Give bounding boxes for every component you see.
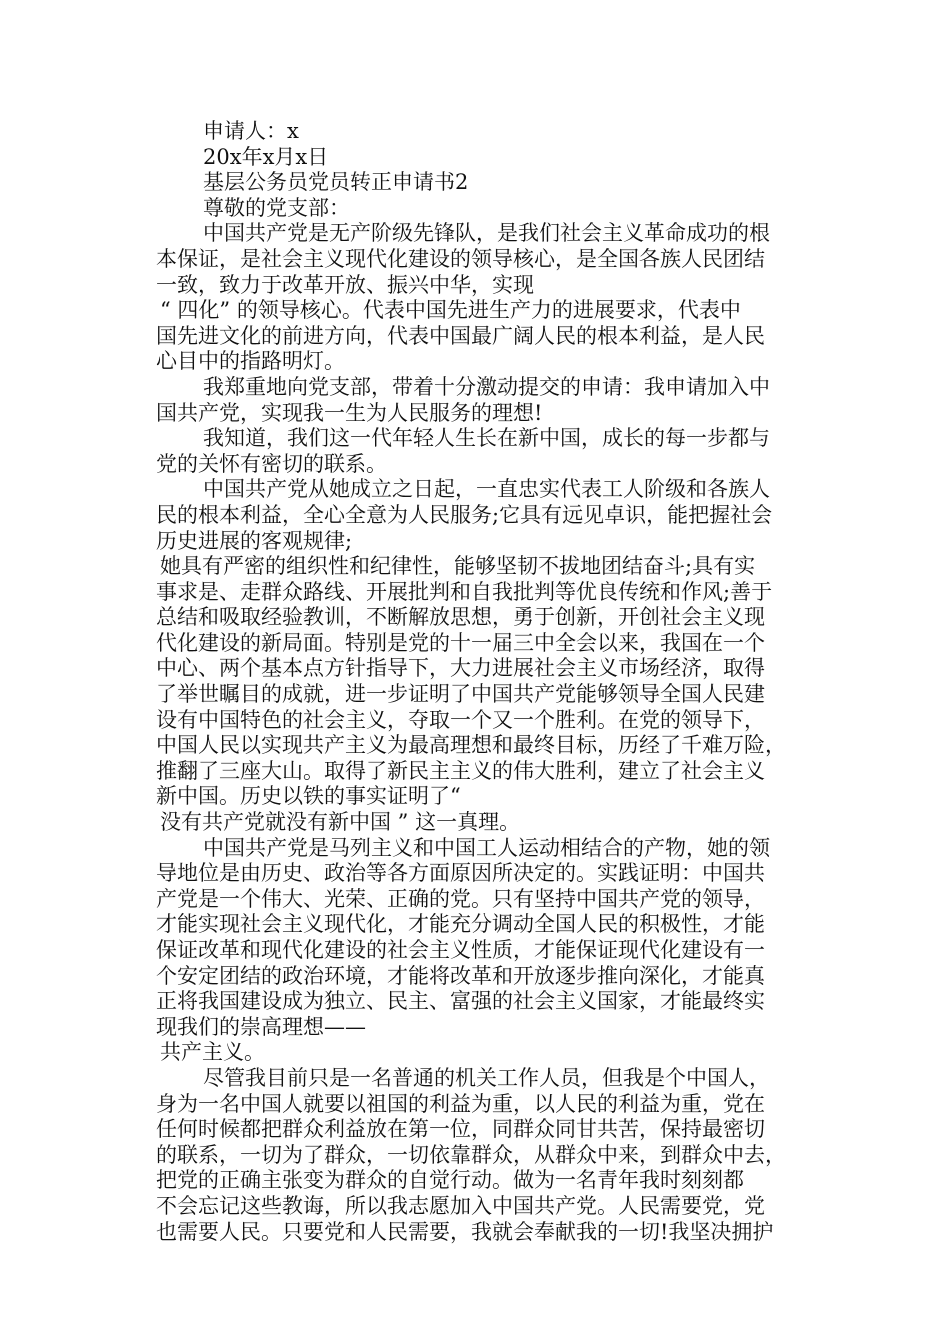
text-line: 国先进文化的前进方向，代表中国最广阔人民的根本利益，是人民 [156,323,765,348]
text-line: 新中国。历史以铁的事实证明了“ [156,784,461,809]
text-line: 正将我国建设成为独立、民主、富强的社会主义国家，才能最终实 [156,989,765,1014]
text-line: 现我们的崇高理想—— [156,1014,366,1039]
text-line: 中国共产党是无产阶级先锋队，是我们社会主义革命成功的根 [203,221,770,246]
document-body [156,119,836,1245]
text-line: 基层公务员党员转正申请书2 [203,170,469,195]
text-line: 20x年x月x日 [203,144,329,169]
text-line: 个安定团结的政治环境，才能将改革和开放逐步推向深化，才能真 [156,963,765,988]
text-line: 推翻了三座大山。取得了新民主主义的伟大胜利，建立了社会主义 [156,758,765,783]
text-line: 我郑重地向党支部，带着十分激动提交的申请：我申请加入中 [203,374,770,399]
text-line: 申请人：x [203,119,299,143]
text-line: 产党是一个伟大、光荣、正确的党。只有坚持中国共产党的领导， [156,886,765,911]
text-line: 历史进展的客观规律; [156,528,353,553]
text-line: 党的关怀有密切的联系。 [156,451,387,476]
text-line: 民的根本利益，全心全意为人民服务;它具有远见卓识，能把握社会 [156,502,773,527]
text-line: 共产主义。 [160,1040,265,1065]
text-line: 代化建设的新局面。特别是党的十一届三中全会以来，我国在一个 [156,630,765,655]
text-line: 了举世瞩目的成就，进一步证明了中国共产党能够领导全国人民建 [156,682,765,707]
text-line: 一致，致力于改革开放、振兴中华，实现 [156,272,534,297]
text-line: 中国共产党从她成立之日起，一直忠实代表工人阶级和各族人 [203,477,770,502]
text-line: 中心、两个基本点方针指导下，大力进展社会主义市场经济，取得 [156,656,765,681]
text-line: 尽管我目前只是一名普通的机关工作人员，但我是个中国人， [203,1065,770,1090]
text-line: 导地位是由历史、政治等各方面原因所决定的。实践证明：中国共 [156,861,765,886]
text-line: 才能实现社会主义现代化，才能充分调动全国人民的积极性，才能 [156,912,765,937]
text-line: 心目中的指路明灯。 [156,349,345,374]
text-line: 把党的正确主张变为群众的自觉行动。做为一名青年我时刻刻都 [156,1168,744,1193]
text-line: 我知道，我们这一代年轻人生长在新中国，成长的每一步都与 [203,426,770,451]
text-line: 总结和吸取经验教训，不断解放思想，勇于创新，开创社会主义现 [156,605,765,630]
text-line: 中国共产党是马列主义和中国工人运动相结合的产物，她的领 [203,835,770,860]
text-line: 身为一名中国人就要以祖国的利益为重，以人民的利益为重，党在 [156,1091,765,1116]
text-line: 没有共产党就没有新中国 ” 这一真理。 [160,810,521,835]
text-line: 她具有严密的组织性和纪律性，能够坚韧不拔地团结奋斗;具有实 [160,554,756,579]
text-line: 事求是、走群众路线、开展批判和自我批判等优良传统和作风;善于 [156,579,773,604]
text-line: 的联系，一切为了群众，一切依靠群众，从群众中来，到群众中去， [156,1142,786,1167]
text-line: 设有中国特色的社会主义，夺取一个又一个胜利。在党的领导下， [156,707,765,732]
text-line: 国共产党，实现我一生为人民服务的理想! [156,400,543,425]
text-line: 中国人民以实现共产主义为最高理想和最终目标，历经了千难万险， [156,733,786,758]
text-line: 本保证，是社会主义现代化建设的领导核心，是全国各族人民团结 [156,246,765,271]
text-line: 任何时候都把群众利益放在第一位，同群众同甘共苦，保持最密切 [156,1117,765,1142]
text-line: 不会忘记这些教诲，所以我志愿加入中国共产党。人民需要党，党 [156,1193,765,1218]
text-line: 保证改革和现代化建设的社会主义性质，才能保证现代化建设有一 [156,938,765,962]
text-line: 也需要人民。只要党和人民需要，我就会奉献我的一切!我坚决拥护 [156,1219,774,1244]
text-line: 尊敬的党支部： [203,195,350,220]
text-line: “ 四化” 的领导核心。代表中国先进生产力的进展要求，代表中 [160,298,741,323]
